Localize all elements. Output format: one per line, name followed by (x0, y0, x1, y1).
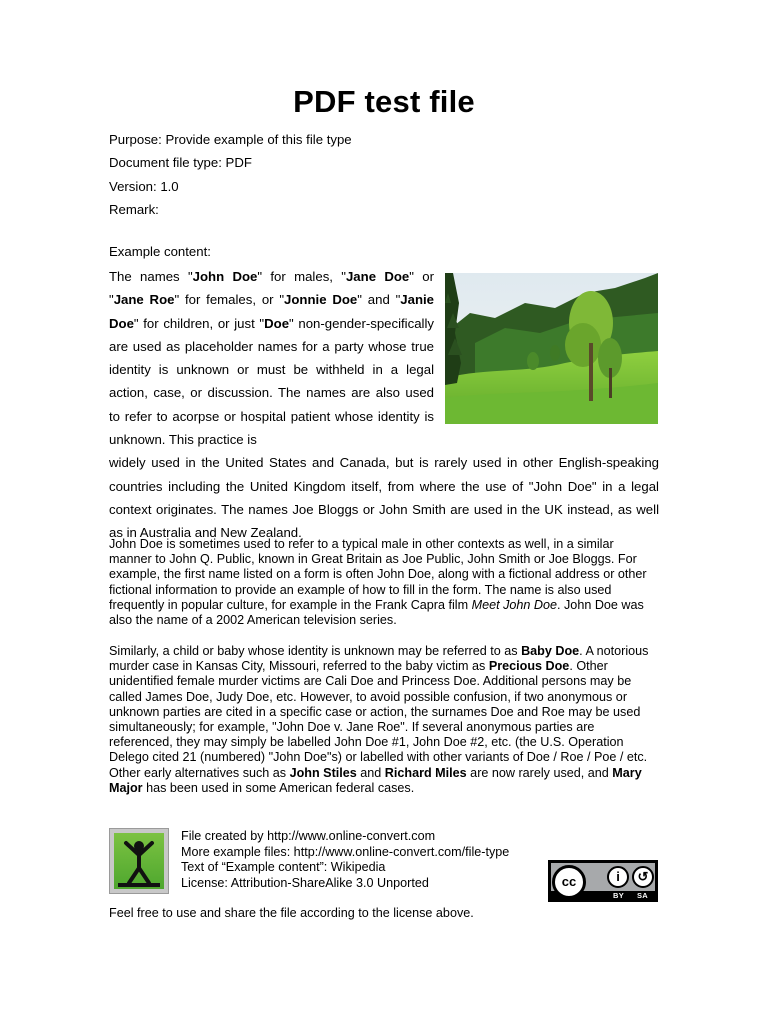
meta-remark: Remark: (109, 201, 159, 217)
text-run: " for females, or " (174, 292, 285, 308)
bold-term: Baby Doe (521, 644, 580, 658)
text-run: The names " (109, 269, 193, 284)
metadata-block (109, 128, 352, 221)
bold-term: Mary Major (109, 765, 642, 795)
bold-term: Doe (264, 315, 290, 331)
text-run: and (356, 765, 385, 780)
creative-commons-by-sa-icon (548, 860, 658, 902)
meta-purpose: Purpose: Provide example of this file type (109, 132, 352, 147)
paragraph-typical-male (109, 537, 659, 628)
attribution-person-icon: i (607, 866, 629, 888)
paragraph-baby-doe (109, 644, 659, 796)
document-title: PDF test file (293, 84, 475, 119)
example-files-line: More example files: http://www.online-convert.com/file-type (181, 844, 510, 859)
bold-term: Janie Doe (109, 292, 435, 331)
text-run: " for males, " (257, 269, 346, 284)
icon-background (114, 833, 164, 889)
created-by-line: File created by http://www.online-convert.com (181, 829, 436, 843)
text-run: . Other unidentified female murder victims are Cali Doe and Princess Doe. Additional persons may be called James Doe, Judy Doe, etc. However, to avoid possible confusion, if two anonymous or unknown parties are cited in a specific case or action, the surnames Doe and Roe may be used simultaneously; for example, "John Doe v. Jane Roe". If several anonymous parties are referenced, they may simply be labelled John Doe #1, John Doe #2, etc. (the U.S. Operation Delego cited 21 (numbered) "John Doe"s) or labelled with other variants of Doe / Roe / Poe / etc. Other early alternatives such as (109, 659, 648, 780)
silhouette-figure (114, 833, 164, 889)
text-run: " for children, or just " (133, 315, 265, 331)
closing-note: Feel free to use and share the file according to the license above. (109, 906, 474, 920)
paragraph-full-width-text: widely used in the United States and Canada, but is rarely used in other English-speaking countries including the United Kingdom itself, from where the use of "John Doe" in a legal context originates. The names Joe Bloggs or John Smith are used in the UK instead, as well as in Australia and New Zealand. (109, 455, 659, 541)
meta-doctype: Document file type: PDF (109, 155, 252, 171)
cc-logo-icon: cc (552, 865, 586, 899)
paragraph-john-doe-intro (109, 265, 659, 545)
file-info-block (181, 829, 509, 891)
by-label: BY (613, 891, 625, 900)
bold-term: Jane Roe (113, 292, 175, 308)
text-run: Similarly, a child or baby whose identity is unknown may be referred to as (109, 644, 522, 658)
italic-film-title: Meet John Doe (471, 597, 558, 612)
bold-term: Jonnie Doe (284, 292, 358, 308)
text-run: " or " (109, 269, 434, 308)
paragraph-wrap-text (109, 265, 434, 451)
share-alike-icon: ↺ (632, 866, 654, 888)
text-run: " non-gender-specifically are used as placeholder names for a party whose true identity is unknown or must be withheld in a legal action, case, or discussion. The names are also used to refer to acorpse or hospital patient whose identity is unknown. This practice is (109, 315, 434, 448)
bold-term: Richard Miles (384, 765, 467, 780)
text-run: . A notorious murder case in Kansas City, Missouri, referred to the baby victim as (109, 644, 649, 674)
person-silhouette-icon (109, 828, 169, 894)
text-run: are now rarely used, and (466, 765, 613, 780)
license-line: License: Attribution-ShareAlike 3.0 Unported (181, 875, 429, 890)
example-content-heading: Example content: (109, 244, 211, 259)
bold-term: John Doe (192, 269, 258, 284)
text-run: has been used in some American federal cases. (142, 780, 415, 795)
text-source-line: Text of “Example content”: Wikipedia (181, 860, 386, 874)
text-run: John Doe is sometimes used to refer to a typical male in other contexts as well, in a similar manner to John Q. Public, known in Great Britain as Joe Public, John Smith or Joe Bloggs. For example, the first name listed on a form is often John Doe, along with a fictional address or other fictional information to provide an example of how to fill in the form. The name is also used frequently in popular culture, for example in the Frank Capra film (109, 537, 647, 612)
bold-term: Jane Doe (345, 269, 410, 284)
bold-term: Precious Doe (488, 659, 570, 674)
text-run: " and " (357, 292, 401, 308)
sa-label: SA (637, 891, 649, 900)
meta-version: Version: 1.0 (109, 178, 179, 194)
text-run: . John Doe was also the name of a 2002 American television series. (109, 597, 644, 628)
bold-term: John Stiles (289, 765, 357, 780)
